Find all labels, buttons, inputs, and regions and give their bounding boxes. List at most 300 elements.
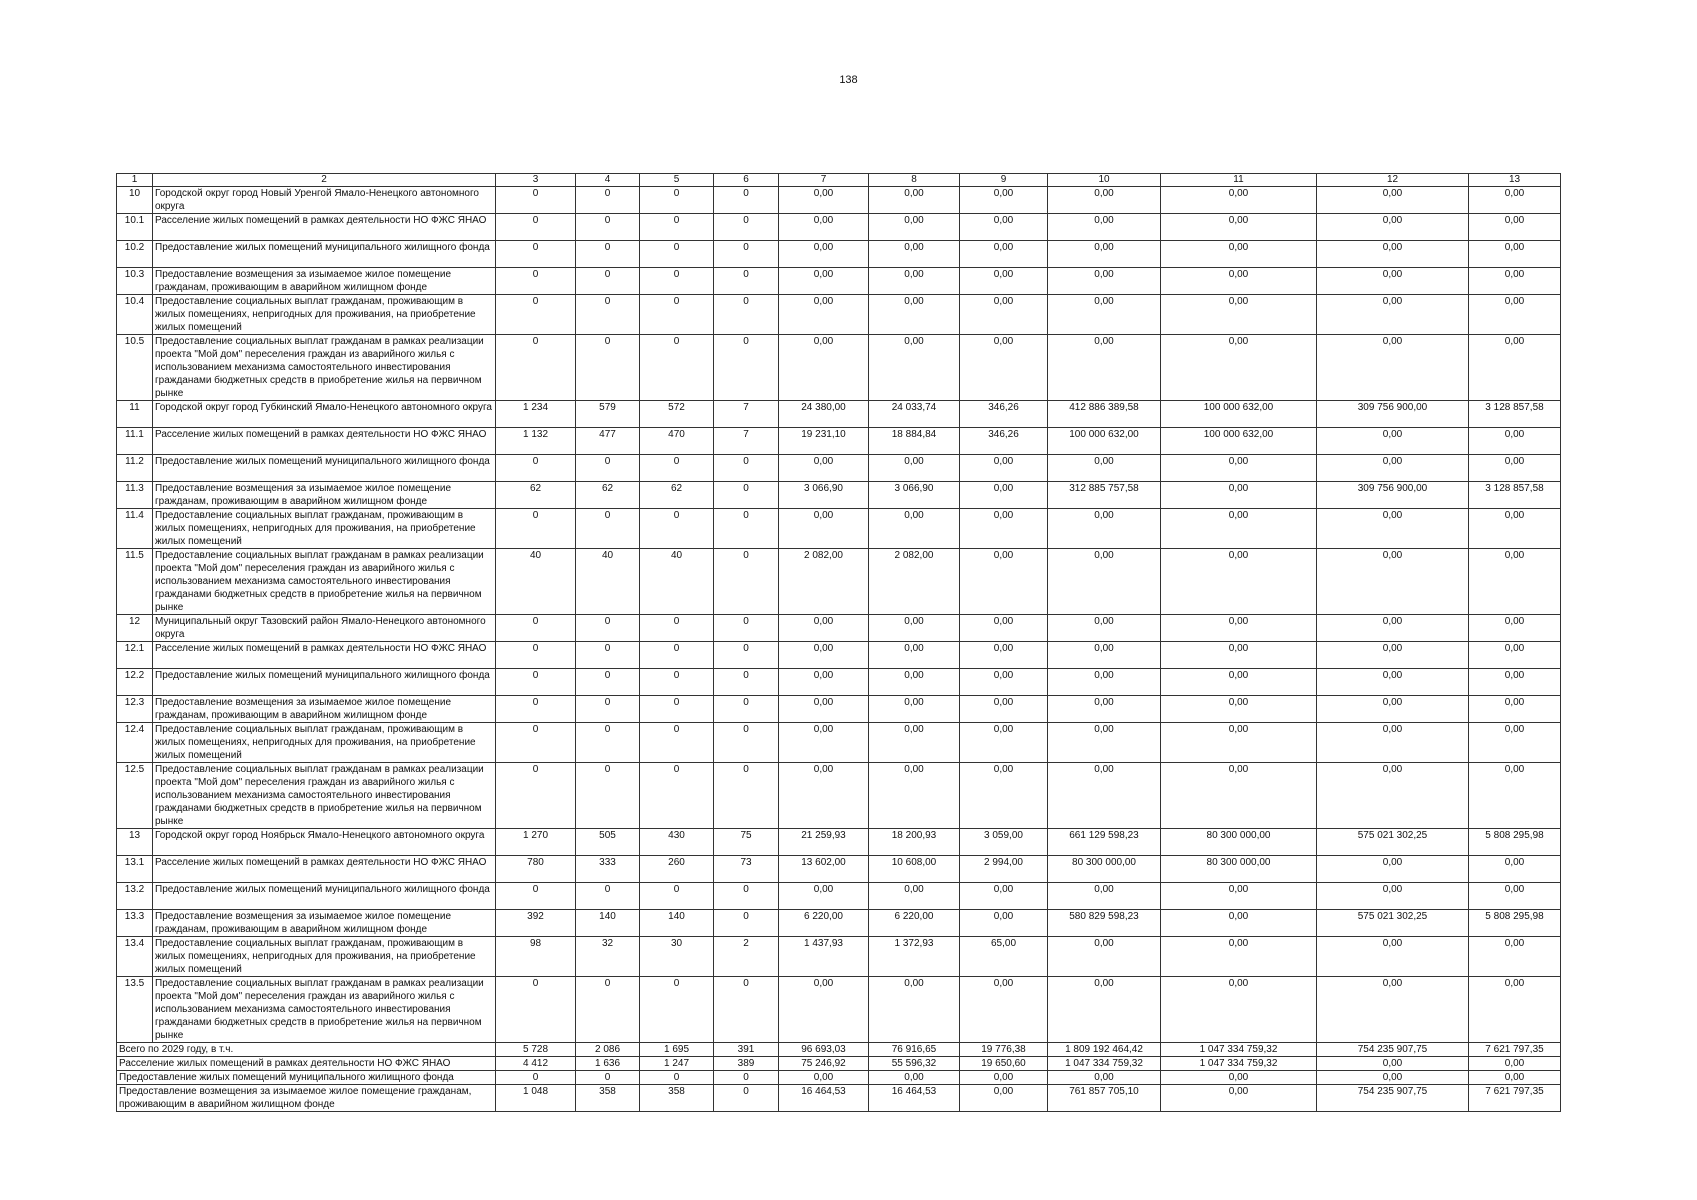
row-value: 0,00 <box>779 696 869 723</box>
table-row <box>117 549 1561 615</box>
row-value: 2 994,00 <box>960 856 1048 883</box>
row-label: Расселение жилых помещений в рамках деятельности НО ФЖС ЯНАО <box>153 642 496 669</box>
row-value: 0,00 <box>1048 937 1161 977</box>
row-number: 11.3 <box>117 482 153 509</box>
row-value: 0,00 <box>1048 214 1161 241</box>
row-value: 346,26 <box>960 401 1048 428</box>
row-label: Городской округ город Новый Уренгой Ямало-Ненецкого автономного округа <box>153 187 496 214</box>
row-value: 0,00 <box>1161 335 1317 401</box>
row-value: 1 132 <box>496 428 576 455</box>
row-value: 0 <box>576 335 640 401</box>
row-number: 10.4 <box>117 295 153 335</box>
row-value: 5 808 295,98 <box>1469 910 1561 937</box>
total-value: 55 596,32 <box>869 1057 960 1071</box>
row-value: 0,00 <box>1317 883 1469 910</box>
row-value: 0 <box>714 187 779 214</box>
row-value: 312 885 757,58 <box>1048 482 1161 509</box>
row-value: 0,00 <box>869 723 960 763</box>
total-value: 0,00 <box>960 1085 1048 1112</box>
row-value: 0,00 <box>1469 241 1561 268</box>
row-value: 0,00 <box>779 763 869 829</box>
row-value: 0 <box>640 214 714 241</box>
row-value: 32 <box>576 937 640 977</box>
row-number: 13 <box>117 829 153 856</box>
row-value: 0 <box>576 723 640 763</box>
row-value: 18 884,84 <box>869 428 960 455</box>
row-value: 0,00 <box>1317 335 1469 401</box>
row-value: 73 <box>714 856 779 883</box>
row-value: 100 000 632,00 <box>1161 428 1317 455</box>
row-value: 0,00 <box>1048 977 1161 1043</box>
row-value: 0,00 <box>1317 241 1469 268</box>
row-value: 62 <box>496 482 576 509</box>
row-value: 30 <box>640 937 714 977</box>
row-value: 0 <box>576 615 640 642</box>
row-value: 309 756 900,00 <box>1317 401 1469 428</box>
row-value: 0,00 <box>779 615 869 642</box>
column-header: 11 <box>1161 174 1317 187</box>
table-row <box>117 401 1561 428</box>
column-header: 5 <box>640 174 714 187</box>
row-value: 0,00 <box>1161 696 1317 723</box>
row-value: 0,00 <box>869 615 960 642</box>
row-value: 0,00 <box>779 295 869 335</box>
row-value: 0,00 <box>1161 669 1317 696</box>
row-value: 1 234 <box>496 401 576 428</box>
row-value: 0 <box>496 241 576 268</box>
row-value: 260 <box>640 856 714 883</box>
table-row <box>117 187 1561 214</box>
row-value: 0,00 <box>1469 214 1561 241</box>
table-row <box>117 615 1561 642</box>
table-row <box>117 977 1561 1043</box>
total-value: 7 621 797,35 <box>1469 1043 1561 1057</box>
row-value: 0,00 <box>960 696 1048 723</box>
row-value: 0,00 <box>1317 723 1469 763</box>
row-value: 3 128 857,58 <box>1469 401 1561 428</box>
total-value: 0 <box>714 1071 779 1085</box>
row-value: 0,00 <box>1317 428 1469 455</box>
total-value: 754 235 907,75 <box>1317 1043 1469 1057</box>
row-value: 0,00 <box>1048 669 1161 696</box>
row-value: 0 <box>714 482 779 509</box>
row-value: 0,00 <box>1161 937 1317 977</box>
row-value: 0,00 <box>1469 295 1561 335</box>
row-label: Городской округ город Губкинский Ямало-Ненецкого автономного округа <box>153 401 496 428</box>
row-value: 0,00 <box>1048 642 1161 669</box>
row-value: 98 <box>496 937 576 977</box>
row-value: 0,00 <box>1469 642 1561 669</box>
row-value: 0 <box>640 187 714 214</box>
row-number: 12.2 <box>117 669 153 696</box>
row-value: 333 <box>576 856 640 883</box>
row-value: 0 <box>576 642 640 669</box>
row-value: 80 300 000,00 <box>1161 829 1317 856</box>
row-value: 0 <box>576 455 640 482</box>
row-value: 0 <box>640 268 714 295</box>
table-row <box>117 910 1561 937</box>
row-number: 11.2 <box>117 455 153 482</box>
row-value: 6 220,00 <box>779 910 869 937</box>
row-value: 0,00 <box>1317 268 1469 295</box>
row-value: 3 128 857,58 <box>1469 482 1561 509</box>
total-value: 0,00 <box>1469 1057 1561 1071</box>
table-body <box>117 187 1561 1112</box>
row-value: 62 <box>640 482 714 509</box>
row-value: 0,00 <box>1161 723 1317 763</box>
row-value: 0,00 <box>1161 977 1317 1043</box>
page-number: 138 <box>839 74 858 86</box>
column-header: 1 <box>117 174 153 187</box>
row-value: 392 <box>496 910 576 937</box>
table-row <box>117 669 1561 696</box>
row-value: 0,00 <box>1161 187 1317 214</box>
row-value: 0 <box>640 642 714 669</box>
total-value: 0,00 <box>1161 1071 1317 1085</box>
total-value: 1 047 334 759,32 <box>1048 1057 1161 1071</box>
row-value: 0 <box>714 455 779 482</box>
total-row <box>117 1057 1561 1071</box>
row-value: 0 <box>576 268 640 295</box>
row-value: 0,00 <box>869 187 960 214</box>
row-value: 0,00 <box>1317 696 1469 723</box>
row-value: 477 <box>576 428 640 455</box>
row-value: 0,00 <box>779 241 869 268</box>
row-value: 572 <box>640 401 714 428</box>
total-value: 1 695 <box>640 1043 714 1057</box>
row-value: 0,00 <box>1048 763 1161 829</box>
total-value: 1 048 <box>496 1085 576 1112</box>
row-value: 0 <box>714 268 779 295</box>
row-number: 11.4 <box>117 509 153 549</box>
column-header: 10 <box>1048 174 1161 187</box>
row-value: 0 <box>496 696 576 723</box>
row-value: 0,00 <box>960 615 1048 642</box>
row-value: 0,00 <box>1048 455 1161 482</box>
column-header: 9 <box>960 174 1048 187</box>
row-value: 7 <box>714 428 779 455</box>
row-number: 10.5 <box>117 335 153 401</box>
row-label: Муниципальный округ Тазовский район Ямало-Ненецкого автономного округа <box>153 615 496 642</box>
row-value: 0,00 <box>1048 509 1161 549</box>
row-value: 0,00 <box>1161 482 1317 509</box>
total-value: 0 <box>640 1071 714 1085</box>
row-value: 65,00 <box>960 937 1048 977</box>
row-value: 0 <box>576 696 640 723</box>
row-value: 0,00 <box>779 455 869 482</box>
row-number: 12.5 <box>117 763 153 829</box>
total-value: 1 809 192 464,42 <box>1048 1043 1161 1057</box>
row-value: 40 <box>496 549 576 615</box>
row-value: 0,00 <box>869 763 960 829</box>
row-number: 13.1 <box>117 856 153 883</box>
row-value: 0,00 <box>1469 856 1561 883</box>
row-value: 0 <box>496 509 576 549</box>
row-value: 0,00 <box>1048 883 1161 910</box>
row-value: 0,00 <box>960 241 1048 268</box>
row-label: Предоставление социальных выплат гражданам в рамках реализации проекта "Мой дом" переселения граждан из аварийного жилья с использованием механизма самостоятельного инвестирования гражданами бюджетных средств в приобретение жилья на первичном рынке <box>153 763 496 829</box>
total-value: 0,00 <box>869 1071 960 1085</box>
total-value: 358 <box>640 1085 714 1112</box>
row-value: 0 <box>714 295 779 335</box>
row-value: 0 <box>640 977 714 1043</box>
row-value: 0,00 <box>960 883 1048 910</box>
row-value: 0,00 <box>1161 642 1317 669</box>
row-value: 0 <box>640 723 714 763</box>
total-value: 0 <box>576 1071 640 1085</box>
row-value: 0 <box>714 763 779 829</box>
row-label: Предоставление возмещения за изымаемое жилое помещение гражданам, проживающим в аварийном жилищном фонде <box>153 482 496 509</box>
row-label: Предоставление социальных выплат гражданам, проживающим в жилых помещениях, непригодных для проживания, на приобретение жилых помещений <box>153 723 496 763</box>
report-table <box>116 173 1561 1112</box>
row-value: 0,00 <box>869 883 960 910</box>
row-value: 5 808 295,98 <box>1469 829 1561 856</box>
row-value: 2 082,00 <box>869 549 960 615</box>
row-label: Предоставление жилых помещений муниципального жилищного фонда <box>153 669 496 696</box>
row-value: 0,00 <box>960 669 1048 696</box>
row-value: 0 <box>576 883 640 910</box>
total-row <box>117 1043 1561 1057</box>
total-row <box>117 1071 1561 1085</box>
row-value: 0 <box>714 214 779 241</box>
row-value: 0 <box>640 335 714 401</box>
row-value: 0 <box>496 723 576 763</box>
total-value: 358 <box>576 1085 640 1112</box>
row-value: 0,00 <box>1469 977 1561 1043</box>
row-value: 0,00 <box>1317 615 1469 642</box>
total-value: 76 916,65 <box>869 1043 960 1057</box>
row-value: 0,00 <box>1469 268 1561 295</box>
table-row <box>117 723 1561 763</box>
row-value: 0 <box>714 910 779 937</box>
row-value: 0 <box>640 669 714 696</box>
row-label: Предоставление возмещения за изымаемое жилое помещение гражданам, проживающим в аварийном жилищном фонде <box>153 910 496 937</box>
row-value: 0 <box>640 455 714 482</box>
row-value: 0,00 <box>960 549 1048 615</box>
table-row <box>117 883 1561 910</box>
column-header: 13 <box>1469 174 1561 187</box>
row-label: Предоставление социальных выплат гражданам, проживающим в жилых помещениях, непригодных для проживания, на приобретение жилых помещений <box>153 937 496 977</box>
row-value: 0,00 <box>1048 295 1161 335</box>
row-value: 0 <box>714 883 779 910</box>
row-label: Предоставление жилых помещений муниципального жилищного фонда <box>153 883 496 910</box>
row-value: 780 <box>496 856 576 883</box>
row-label: Предоставление социальных выплат гражданам в рамках реализации проекта "Мой дом" переселения граждан из аварийного жилья с использованием механизма самостоятельного инвестирования гражданами бюджетных средств в приобретение жилья на первичном рынке <box>153 335 496 401</box>
total-value: 0,00 <box>1469 1071 1561 1085</box>
row-value: 0,00 <box>1469 883 1561 910</box>
row-value: 0,00 <box>960 187 1048 214</box>
total-value: 0,00 <box>1161 1085 1317 1112</box>
total-value: 5 728 <box>496 1043 576 1057</box>
row-value: 0,00 <box>960 295 1048 335</box>
row-value: 0,00 <box>1317 214 1469 241</box>
row-number: 13.2 <box>117 883 153 910</box>
row-label: Расселение жилых помещений в рамках деятельности НО ФЖС ЯНАО <box>153 214 496 241</box>
row-value: 0 <box>714 669 779 696</box>
table-row <box>117 428 1561 455</box>
total-value: 389 <box>714 1057 779 1071</box>
row-value: 2 082,00 <box>779 549 869 615</box>
row-value: 0,00 <box>1161 295 1317 335</box>
row-value: 0,00 <box>1161 214 1317 241</box>
row-value: 0,00 <box>1317 549 1469 615</box>
row-value: 0,00 <box>1317 669 1469 696</box>
row-value: 0 <box>576 763 640 829</box>
row-value: 0,00 <box>779 723 869 763</box>
row-number: 11.1 <box>117 428 153 455</box>
row-value: 80 300 000,00 <box>1048 856 1161 883</box>
row-value: 0,00 <box>960 214 1048 241</box>
row-value: 0 <box>714 696 779 723</box>
total-value: 75 246,92 <box>779 1057 869 1071</box>
row-value: 0,00 <box>779 268 869 295</box>
row-value: 40 <box>576 549 640 615</box>
row-value: 575 021 302,25 <box>1317 910 1469 937</box>
row-value: 0,00 <box>1161 883 1317 910</box>
total-value: 0,00 <box>960 1071 1048 1085</box>
row-value: 661 129 598,23 <box>1048 829 1161 856</box>
row-number: 10 <box>117 187 153 214</box>
row-value: 0,00 <box>779 883 869 910</box>
row-label: Предоставление жилых помещений муниципального жилищного фонда <box>153 241 496 268</box>
row-value: 0 <box>496 335 576 401</box>
row-value: 0,00 <box>1469 615 1561 642</box>
row-value: 0,00 <box>960 723 1048 763</box>
row-value: 0,00 <box>779 642 869 669</box>
total-value: 96 693,03 <box>779 1043 869 1057</box>
row-value: 100 000 632,00 <box>1161 401 1317 428</box>
row-value: 0,00 <box>960 977 1048 1043</box>
row-value: 0 <box>714 615 779 642</box>
row-number: 11 <box>117 401 153 428</box>
row-value: 0,00 <box>1161 241 1317 268</box>
row-value: 140 <box>640 910 714 937</box>
row-value: 0,00 <box>1048 723 1161 763</box>
row-value: 0 <box>576 214 640 241</box>
row-value: 580 829 598,23 <box>1048 910 1161 937</box>
row-value: 0 <box>496 268 576 295</box>
row-value: 0,00 <box>1317 187 1469 214</box>
row-value: 0,00 <box>1469 187 1561 214</box>
row-value: 0 <box>640 763 714 829</box>
row-value: 0,00 <box>1317 642 1469 669</box>
row-value: 0,00 <box>1161 268 1317 295</box>
row-number: 12.3 <box>117 696 153 723</box>
row-value: 0,00 <box>869 455 960 482</box>
row-value: 19 231,10 <box>779 428 869 455</box>
row-value: 0,00 <box>779 669 869 696</box>
row-value: 0,00 <box>1161 509 1317 549</box>
total-value: 754 235 907,75 <box>1317 1085 1469 1112</box>
row-value: 0 <box>496 615 576 642</box>
row-label: Предоставление социальных выплат гражданам в рамках реализации проекта "Мой дом" переселения граждан из аварийного жилья с использованием механизма самостоятельного инвестирования гражданами бюджетных средств в приобретение жилья на первичном рынке <box>153 549 496 615</box>
row-value: 0,00 <box>1048 241 1161 268</box>
row-value: 0 <box>714 335 779 401</box>
row-value: 0 <box>640 509 714 549</box>
row-value: 0,00 <box>1469 509 1561 549</box>
row-value: 505 <box>576 829 640 856</box>
row-value: 0,00 <box>960 763 1048 829</box>
row-value: 0 <box>714 642 779 669</box>
row-value: 412 886 389,58 <box>1048 401 1161 428</box>
row-value: 140 <box>576 910 640 937</box>
column-header: 6 <box>714 174 779 187</box>
table-row <box>117 763 1561 829</box>
row-value: 0,00 <box>869 335 960 401</box>
row-value: 40 <box>640 549 714 615</box>
row-label: Предоставление социальных выплат гражданам, проживающим в жилых помещениях, непригодных для проживания, на приобретение жилых помещений <box>153 509 496 549</box>
column-header: 3 <box>496 174 576 187</box>
row-value: 0,00 <box>1469 428 1561 455</box>
total-value: 761 857 705,10 <box>1048 1085 1161 1112</box>
row-value: 0,00 <box>869 214 960 241</box>
row-number: 11.5 <box>117 549 153 615</box>
total-label: Предоставление жилых помещений муниципального жилищного фонда <box>117 1071 496 1085</box>
row-value: 62 <box>576 482 640 509</box>
row-value: 100 000 632,00 <box>1048 428 1161 455</box>
row-number: 13.3 <box>117 910 153 937</box>
table-row <box>117 268 1561 295</box>
row-value: 0 <box>496 214 576 241</box>
row-value: 0 <box>496 977 576 1043</box>
total-value: 0,00 <box>1048 1071 1161 1085</box>
row-value: 24 380,00 <box>779 401 869 428</box>
row-value: 0,00 <box>1317 295 1469 335</box>
row-number: 12.1 <box>117 642 153 669</box>
row-value: 0 <box>640 883 714 910</box>
total-value: 4 412 <box>496 1057 576 1071</box>
total-value: 1 247 <box>640 1057 714 1071</box>
row-value: 1 437,93 <box>779 937 869 977</box>
table-header <box>117 174 1561 187</box>
row-value: 470 <box>640 428 714 455</box>
row-number: 13.5 <box>117 977 153 1043</box>
row-value: 0,00 <box>1317 937 1469 977</box>
row-value: 0 <box>576 295 640 335</box>
row-value: 7 <box>714 401 779 428</box>
row-value: 0,00 <box>1317 455 1469 482</box>
total-value: 19 776,38 <box>960 1043 1048 1057</box>
row-value: 3 066,90 <box>779 482 869 509</box>
total-label: Расселение жилых помещений в рамках деятельности НО ФЖС ЯНАО <box>117 1057 496 1071</box>
table-row <box>117 241 1561 268</box>
row-value: 0,00 <box>960 509 1048 549</box>
row-label: Городской округ город Ноябрьск Ямало-Ненецкого автономного округа <box>153 829 496 856</box>
total-value: 16 464,53 <box>869 1085 960 1112</box>
row-value: 0,00 <box>1469 549 1561 615</box>
row-value: 0,00 <box>960 268 1048 295</box>
total-value: 1 047 334 759,32 <box>1161 1057 1317 1071</box>
row-value: 6 220,00 <box>869 910 960 937</box>
row-value: 0 <box>714 549 779 615</box>
row-label: Расселение жилых помещений в рамках деятельности НО ФЖС ЯНАО <box>153 856 496 883</box>
row-value: 0 <box>576 509 640 549</box>
total-value: 391 <box>714 1043 779 1057</box>
row-label: Предоставление возмещения за изымаемое жилое помещение гражданам, проживающим в аварийном жилищном фонде <box>153 268 496 295</box>
row-value: 0,00 <box>1161 910 1317 937</box>
row-number: 12 <box>117 615 153 642</box>
row-value: 0,00 <box>960 642 1048 669</box>
row-value: 0 <box>496 295 576 335</box>
row-value: 0 <box>496 883 576 910</box>
total-value: 7 621 797,35 <box>1469 1085 1561 1112</box>
row-value: 0,00 <box>1469 937 1561 977</box>
row-value: 0 <box>640 615 714 642</box>
row-value: 0,00 <box>1469 335 1561 401</box>
row-value: 0,00 <box>1317 509 1469 549</box>
row-value: 0,00 <box>1317 977 1469 1043</box>
total-value: 0 <box>496 1071 576 1085</box>
